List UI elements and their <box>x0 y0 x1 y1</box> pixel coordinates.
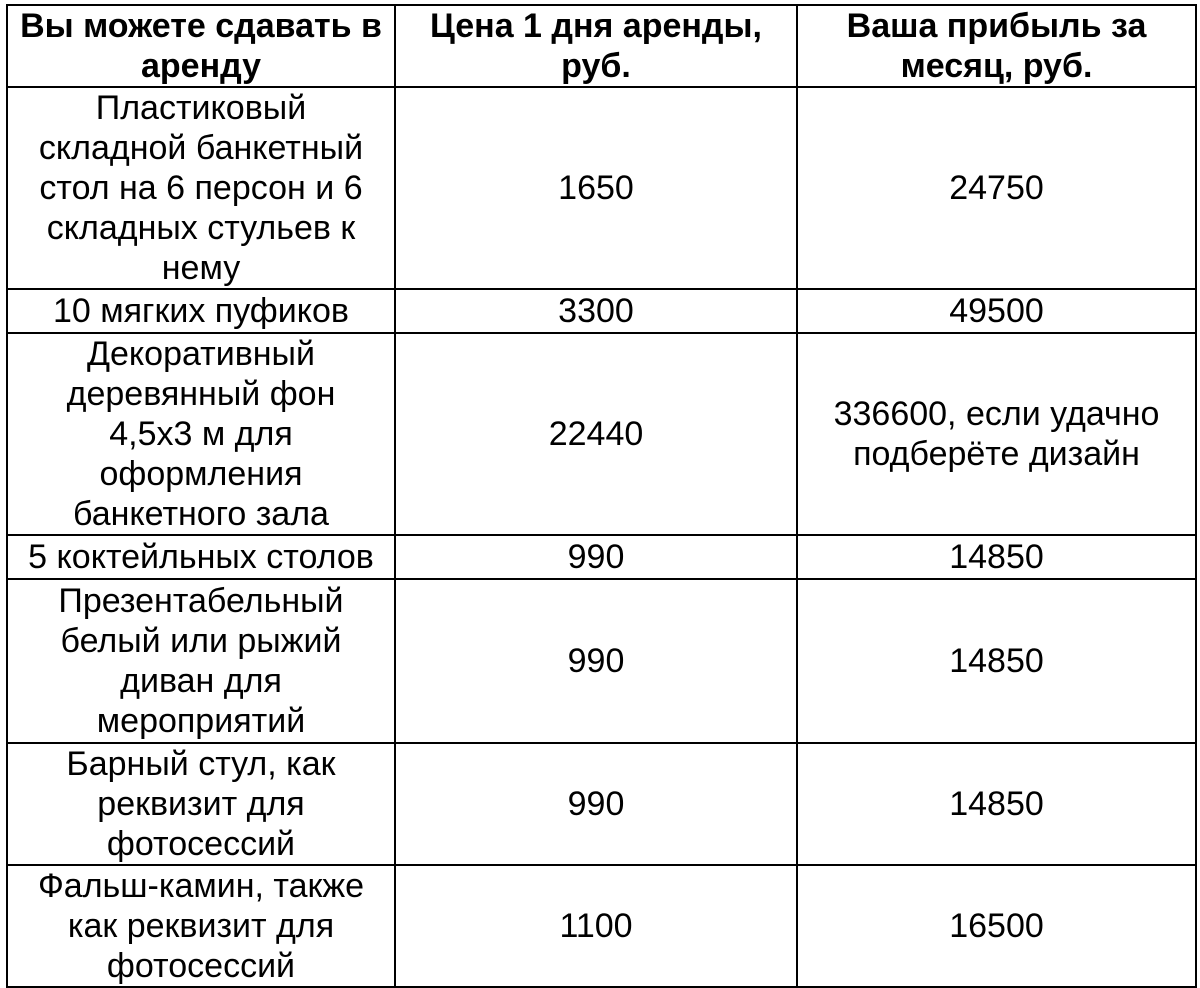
table-row <box>7 535 1196 579</box>
item-cell <box>7 87 395 289</box>
item-text: Пластиковый складной банкетный стол на 6 персон и 6 складных стульев к нему <box>38 89 364 287</box>
item-text: 5 коктейльных столов <box>28 538 374 576</box>
table-row <box>7 333 1196 535</box>
table-row <box>7 87 1196 289</box>
price-cell: 1650 <box>395 87 797 289</box>
item-cell <box>7 865 395 987</box>
header-profit: Ваша прибыль за месяц, руб. <box>797 5 1196 87</box>
profit-cell: 336600, если удачно подберёте дизайн <box>797 333 1196 535</box>
table-header-row <box>7 5 1196 87</box>
item-text: Презентабельный белый или рыжий диван для мероприятий <box>58 582 344 740</box>
table-row <box>7 743 1196 865</box>
item-text: Декоративный деревянный фон 4,5х3 м для оформления банкетного зала <box>66 335 336 533</box>
profit-cell: 14850 <box>797 535 1196 579</box>
profit-cell: 14850 <box>797 743 1196 865</box>
profit-cell: 24750 <box>797 87 1196 289</box>
item-cell <box>7 535 395 579</box>
price-cell: 22440 <box>395 333 797 535</box>
header-price: Цена 1 дня аренды, руб. <box>395 5 797 87</box>
price-cell: 3300 <box>395 289 797 333</box>
table-row <box>7 865 1196 987</box>
profit-cell: 16500 <box>797 865 1196 987</box>
item-text: Барный стул, как реквизит для фотосессий <box>66 745 336 863</box>
item-cell <box>7 289 395 333</box>
price-cell: 990 <box>395 743 797 865</box>
item-cell <box>7 333 395 535</box>
table-row <box>7 579 1196 743</box>
item-cell <box>7 579 395 743</box>
header-item: Вы можете сдавать в аренду <box>7 5 395 87</box>
item-cell <box>7 743 395 865</box>
rental-table <box>6 4 1197 988</box>
profit-cell: 49500 <box>797 289 1196 333</box>
item-text: 10 мягких пуфиков <box>53 292 349 330</box>
item-text: Фальш-камин, также как реквизит для фотосессий <box>37 867 365 985</box>
price-cell: 990 <box>395 579 797 743</box>
price-cell: 1100 <box>395 865 797 987</box>
price-cell: 990 <box>395 535 797 579</box>
profit-cell: 14850 <box>797 579 1196 743</box>
table-row <box>7 289 1196 333</box>
